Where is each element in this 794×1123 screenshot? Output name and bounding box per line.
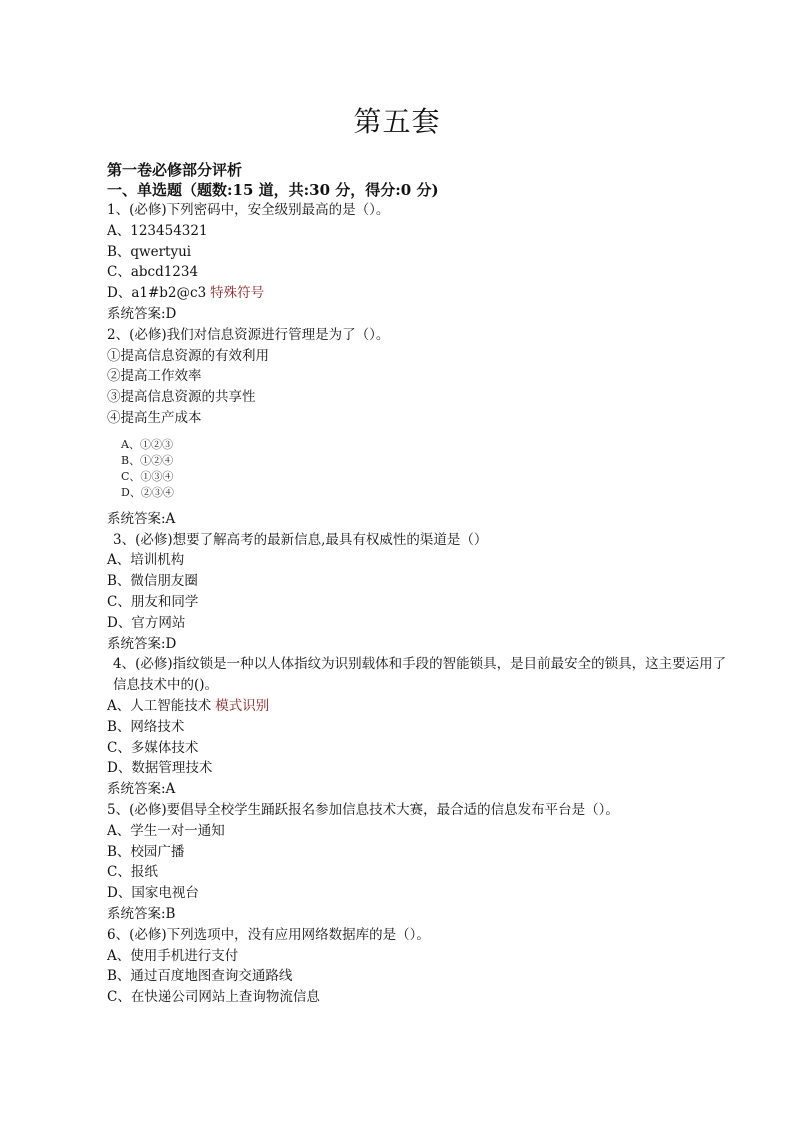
option-a: A、人工智能技术 <box>107 697 212 714</box>
option-d: D、数据管理技术 <box>107 760 213 777</box>
option-a: A、培训机构 <box>107 552 185 569</box>
question-stem: 1、(必修)下列密码中，安全级别最高的是（）。 <box>107 202 390 218</box>
option-a: A、123454321 <box>107 222 208 239</box>
question-5 <box>107 800 727 925</box>
statement-item: ④提高生产成本 <box>107 409 202 426</box>
option-b: B、qwertyui <box>107 243 192 260</box>
part-heading: 一、单选题（题数:15 道，共:30 分，得分:0 分) <box>107 181 439 199</box>
option-c: C、报纸 <box>107 864 158 881</box>
question-2 <box>107 325 727 530</box>
option-b: B、校园广播 <box>107 843 185 860</box>
option-a-row <box>107 696 727 717</box>
question-stem: 4、(必修)指纹锁是一种以人体指纹为识别载体和手段的智能锁具，是目前最安全的锁具，这主要运用了信息技术中的()。 <box>113 656 727 694</box>
option-d-annotation: 特殊符号 <box>210 285 265 302</box>
question-4 <box>107 654 727 800</box>
option-c: C、abcd1234 <box>107 264 199 281</box>
option-list <box>107 437 727 501</box>
option-d: D、a1#b2@c3 <box>107 285 207 302</box>
option-a: A、学生一对一通知 <box>107 822 225 839</box>
question-stem: 5、(必修)要倡导全校学生踊跃报名参加信息技术大赛，最合适的信息发布平台是（）。 <box>107 801 619 818</box>
option-c: C、①③④ <box>121 469 174 483</box>
question-6 <box>107 925 727 1008</box>
option-a-annotation: 模式识别 <box>215 697 270 714</box>
option-a: A、使用手机进行支付 <box>107 947 239 964</box>
statement-item: ③提高信息资源的共享性 <box>107 389 256 406</box>
option-b: B、①②④ <box>121 453 174 467</box>
statement-item: ①提高信息资源的有效利用 <box>107 347 269 364</box>
system-answer: 系统答案:B <box>107 905 176 922</box>
option-b: B、网络技术 <box>107 718 185 735</box>
option-a: A、①②③ <box>121 437 173 451</box>
system-answer: 系统答案:D <box>107 305 177 322</box>
question-1 <box>107 200 727 325</box>
system-answer: 系统答案:A <box>107 781 176 798</box>
option-c: C、在快递公司网站上查询物流信息 <box>107 989 320 1006</box>
option-d: D、官方网站 <box>107 614 186 631</box>
question-stem: 6、(必修)下列选项中，没有应用网络数据库的是（）。 <box>107 926 430 943</box>
statement-item: ②提高工作效率 <box>107 368 202 385</box>
option-c: C、多媒体技术 <box>107 739 199 756</box>
section-heading: 第一卷必修部分评析 <box>107 161 243 179</box>
option-d-row <box>107 283 727 304</box>
system-answer: 系统答案:D <box>107 635 177 652</box>
question-stem: 3、(必修)想要了解高考的最新信息,最具有权威性的渠道是（） <box>113 531 488 548</box>
option-b: B、微信朋友圈 <box>107 573 198 590</box>
document-body <box>107 160 727 1008</box>
system-answer: 系统答案:A <box>107 510 176 527</box>
question-stem: 2、(必修)我们对信息资源进行管理是为了（）。 <box>107 326 390 343</box>
option-d: D、国家电视台 <box>107 885 199 902</box>
option-b: B、通过百度地图查询交通路线 <box>107 968 293 985</box>
option-c: C、朋友和同学 <box>107 593 199 610</box>
document-title: 第五套 <box>353 105 441 138</box>
question-3 <box>107 530 727 655</box>
option-d: D、②③④ <box>121 485 174 499</box>
